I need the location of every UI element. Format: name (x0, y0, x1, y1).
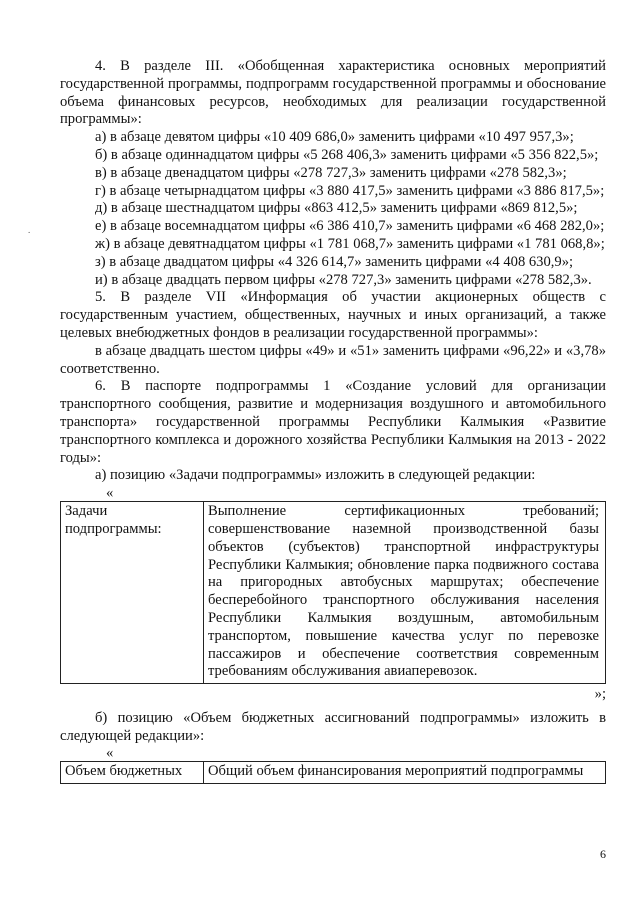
table1-value-cell: Выполнение сертификационных требований; совершенствование наземной производственной базы объектов (субъектов) транспортной инфраструктуры Республики Калмыкия; обновление парка подвижного состава на пригородных автобусных маршрутах; обеспечение бесперебойного транспортного обслуживания населения Республики Калмыкия воздушным, автомобильным транспортом, повышение качества услуг по перевозке пассажиров и обеспечение соответствия современным требованиям обслуживания авиаперевозок. (204, 502, 606, 684)
paragraph-b: б) позицию «Объем бюджетных ассигнований подпрограммы» изложить в следующей редакции»: (60, 709, 606, 744)
paragraph-i: и) в абзаце двадцать первом цифры «278 727,3» заменить цифрами «278 582,3». (95, 271, 592, 288)
table1-label-cell: Задачи подпрограммы: (61, 502, 204, 684)
table1-open-quote: « (106, 485, 114, 502)
document-body (60, 58, 606, 784)
paragraph-b: б) в абзаце одиннадцатом цифры «5 268 406,3» заменить цифрами «5 356 822,5»; (95, 146, 599, 163)
table-budget-allocations (60, 761, 606, 784)
table1-close-quote: »; (594, 686, 606, 703)
table-row (61, 762, 606, 784)
paragraph-p6: 6. В паспорте подпрограммы 1 «Создание условий для организации транспортного сообщения, развитие и модернизация воздушного и автомобильного транспорта» государственной программы Республики Калмыкия «Развитие транспортного комплекса и дорожного хозяйства Республики Калмыкия на 2013 - 2022 годы»: (60, 378, 606, 466)
table-subprogram-tasks (60, 501, 606, 684)
paragraph-p5: 5. В разделе VII «Информация об участии акционерных обществ с государственным участием, общественных, научных и иных организаций, а также целевых внебюджетных фондов в реализации государственной программы»: (60, 289, 606, 341)
paragraph-p5a: в абзаце двадцать шестом цифры «49» и «51» заменить цифрами «96,22» и «3,78» соответственно. (60, 342, 606, 377)
paragraph-p6a: а) позицию «Задачи подпрограммы» изложить в следующей редакции: (95, 467, 536, 484)
table2-open-quote: « (106, 745, 114, 762)
paragraph-v: в) в абзаце двенадцатом цифры «278 727,3» заменить цифрами «278 582,3»; (95, 164, 567, 181)
table2-value-cell: Общий объем финансирования мероприятий подпрограммы (204, 762, 606, 784)
table-row (61, 502, 606, 684)
margin-mark: . (28, 225, 31, 235)
paragraph-z: з) в абзаце двадцатом цифры «4 326 614,7» заменить цифрами «4 408 630,9»; (95, 253, 574, 270)
paragraph-a: а) в абзаце девятом цифры «10 409 686,0» заменить цифрами «10 497 957,3»; (95, 129, 574, 146)
table2-label-cell: Объем бюджетных (61, 762, 204, 784)
paragraph-zh: ж) в абзаце девятнадцатом цифры «1 781 068,7» заменить цифрами «1 781 068,8»; (95, 235, 605, 252)
amendment-paragraphs (60, 58, 606, 485)
paragraph-p4: 4. В разделе III. «Обобщенная характеристика основных мероприятий государственной программы, подпрограмм государственной программы и обоснование объема финансовых ресурсов, необходимых для реализации государственной программы»: (60, 58, 606, 128)
paragraph-g: г) в абзаце четырнадцатом цифры «3 880 417,5» заменить цифрами «3 886 817,5»; (95, 182, 605, 199)
page-number: 6 (600, 847, 606, 861)
paragraph-d: д) в абзаце шестнадцатом цифры «863 412,5» заменить цифрами «869 812,5»; (95, 200, 578, 217)
paragraph-e: е) в абзаце восемнадцатом цифры «6 386 410,7» заменить цифрами «6 468 282,0»; (95, 218, 605, 235)
